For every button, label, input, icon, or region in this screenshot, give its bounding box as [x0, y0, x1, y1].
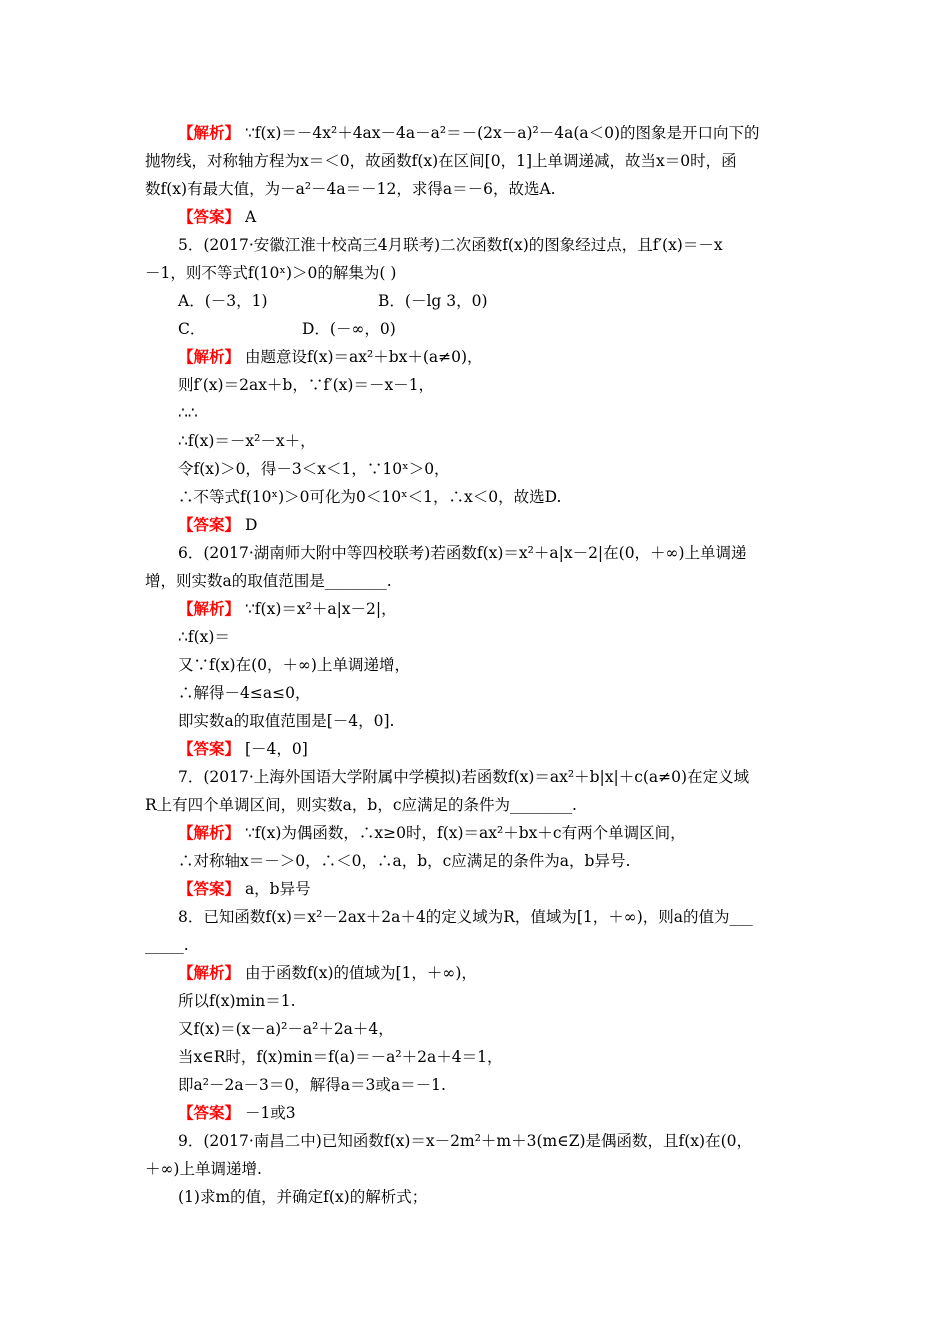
line-text: 7．(2017·上海外国语大学附属中学模拟)若函数f(x)＝ax²＋b|x|＋c(a≠0)在定义域 [178, 768, 750, 786]
line-text: B．(－lg 3，0) [378, 292, 488, 310]
line-text: D [240, 516, 258, 534]
text-line [145, 178, 556, 200]
line-text: 6．(2017·湖南师大附中等四校联考)若函数f(x)＝x²＋a|x－2|在(0，＋∞)上单调递 [178, 544, 747, 562]
text-line [145, 1158, 262, 1180]
line-text: 由于函数f(x)的值域为[1，＋∞)， [240, 964, 477, 982]
section-tag: 【答案】 [178, 207, 241, 226]
text-line [178, 1018, 394, 1040]
section-tag: 【解析】 [178, 963, 241, 982]
text-line [178, 1186, 427, 1208]
text-line [178, 962, 477, 984]
text-line [178, 878, 311, 900]
line-text: D．(－∞，0) [302, 320, 396, 338]
text-line [178, 1130, 752, 1152]
line-text: [－4，0] [240, 740, 308, 758]
text-line [178, 430, 316, 452]
text-line [145, 262, 396, 284]
line-text: C． [178, 320, 206, 338]
text-line [145, 150, 737, 172]
line-text: ∴解得－4≤a≤0， [178, 684, 311, 702]
text-line [178, 1102, 296, 1124]
text-line [178, 290, 268, 312]
text-line [302, 318, 396, 340]
line-text: ∵f(x)＝x²＋a|x－2|， [240, 600, 397, 618]
line-text: 又f(x)＝(x－a)²－a²＋2a＋4， [178, 1020, 394, 1038]
text-line [378, 290, 488, 312]
line-text: a，b异号 [240, 880, 311, 898]
text-line [178, 990, 296, 1012]
line-text: 5．(2017·安徽江淮十校高三4月联考)二次函数f(x)的图象经过点，且f′(x)＝－x [178, 236, 723, 254]
section-tag: 【答案】 [178, 1103, 241, 1122]
line-text: ∴f(x)＝－x²－x＋， [178, 432, 316, 450]
line-text: 数f(x)有最大值，为－a²－4a＝－12，求得a＝－6，故选A. [145, 180, 556, 198]
text-line [178, 598, 397, 620]
line-text: 即实数a的取值范围是[－4，0]. [178, 712, 395, 730]
text-line [178, 374, 434, 396]
text-line [178, 206, 256, 228]
text-line [178, 514, 257, 536]
line-text: R上有四个单调区间，则实数a，b，c应满足的条件为________. [145, 796, 577, 814]
section-tag: 【解析】 [178, 123, 241, 142]
text-line [145, 794, 577, 816]
text-line [178, 234, 723, 256]
text-line [178, 122, 760, 144]
section-tag: 【答案】 [178, 515, 241, 534]
line-text: ∵f(x)为偶函数，∴x≥0时，f(x)＝ax²＋bx＋c有两个单调区间， [240, 824, 686, 842]
line-text: －1，则不等式f(10ˣ)＞0的解集为( ) [145, 264, 397, 282]
line-text: 当x∈R时，f(x)min＝f(a)＝－a²＋2a＋4＝1， [178, 1048, 503, 1066]
line-text: _____. [145, 936, 189, 954]
line-text: ∴不等式f(10ˣ)＞0可化为0＜10ˣ＜1，∴x＜0，故选D. [178, 488, 562, 506]
line-text: ∴∴ [178, 404, 198, 422]
text-line [178, 654, 410, 676]
line-text: ∵f(x)＝－4x²＋4ax－4a－a²＝－(2x－a)²－4a(a＜0)的图象是开口向下的 [240, 124, 760, 142]
text-line [178, 766, 749, 788]
text-line [145, 570, 392, 592]
text-line [178, 1074, 446, 1096]
line-text: 8．已知函数f(x)＝x²－2ax＋2a＋4的定义域为R，值域为[1，＋∞)，则a的值为___ [178, 908, 753, 926]
text-line [178, 906, 753, 928]
text-line [178, 710, 395, 732]
line-text: A [240, 208, 257, 226]
text-line [178, 542, 747, 564]
text-line [178, 682, 310, 704]
section-tag: 【解析】 [178, 347, 241, 366]
line-text: 增，则实数a的取值范围是________. [145, 572, 392, 590]
text-line [178, 402, 198, 424]
line-text: (1)求m的值，并确定f(x)的解析式； [178, 1188, 428, 1206]
line-text: ＋∞)上单调递增. [145, 1160, 262, 1178]
line-text: 9．(2017·南昌二中)已知函数f(x)＝x－2m²＋m＋3(m∈Z)是偶函数，且f(x)在(0， [178, 1132, 752, 1150]
line-text: 抛物线，对称轴方程为x＝＜0，故函数f(x)在区间[0，1]上单调递减，故当x＝0时，函 [145, 152, 737, 170]
section-tag: 【解析】 [178, 823, 241, 842]
text-line [178, 1046, 502, 1068]
line-text: 所以f(x)min＝1. [178, 992, 296, 1010]
line-text: ∴对称轴x＝－＞0，∴＜0，∴a，b，c应满足的条件为a，b异号. [178, 852, 631, 870]
text-line [178, 738, 308, 760]
line-text: ∴f(x)＝ [178, 628, 230, 646]
line-text: 又∵f(x)在(0，＋∞)上单调递增， [178, 656, 410, 674]
text-line [178, 346, 483, 368]
text-line [178, 822, 686, 844]
line-text: 即a²－2a－3＝0，解得a＝3或a＝－1. [178, 1076, 446, 1094]
text-line [145, 934, 189, 956]
section-tag: 【答案】 [178, 739, 241, 758]
text-line [178, 318, 205, 340]
line-text: －1或3 [240, 1104, 296, 1122]
text-line [178, 850, 630, 872]
line-text: 令f(x)＞0，得－3＜x＜1，∵10ˣ＞0， [178, 460, 450, 478]
text-line [178, 626, 230, 648]
line-text: 由题意设f(x)＝ax²＋bx＋(a≠0)， [240, 348, 483, 366]
text-line [178, 486, 561, 508]
section-tag: 【解析】 [178, 599, 241, 618]
line-text: A．(－3，1) [178, 292, 268, 310]
line-text: 则f′(x)＝2ax＋b，∵f′(x)＝－x－1， [178, 376, 435, 394]
text-line [178, 458, 450, 480]
section-tag: 【答案】 [178, 879, 241, 898]
